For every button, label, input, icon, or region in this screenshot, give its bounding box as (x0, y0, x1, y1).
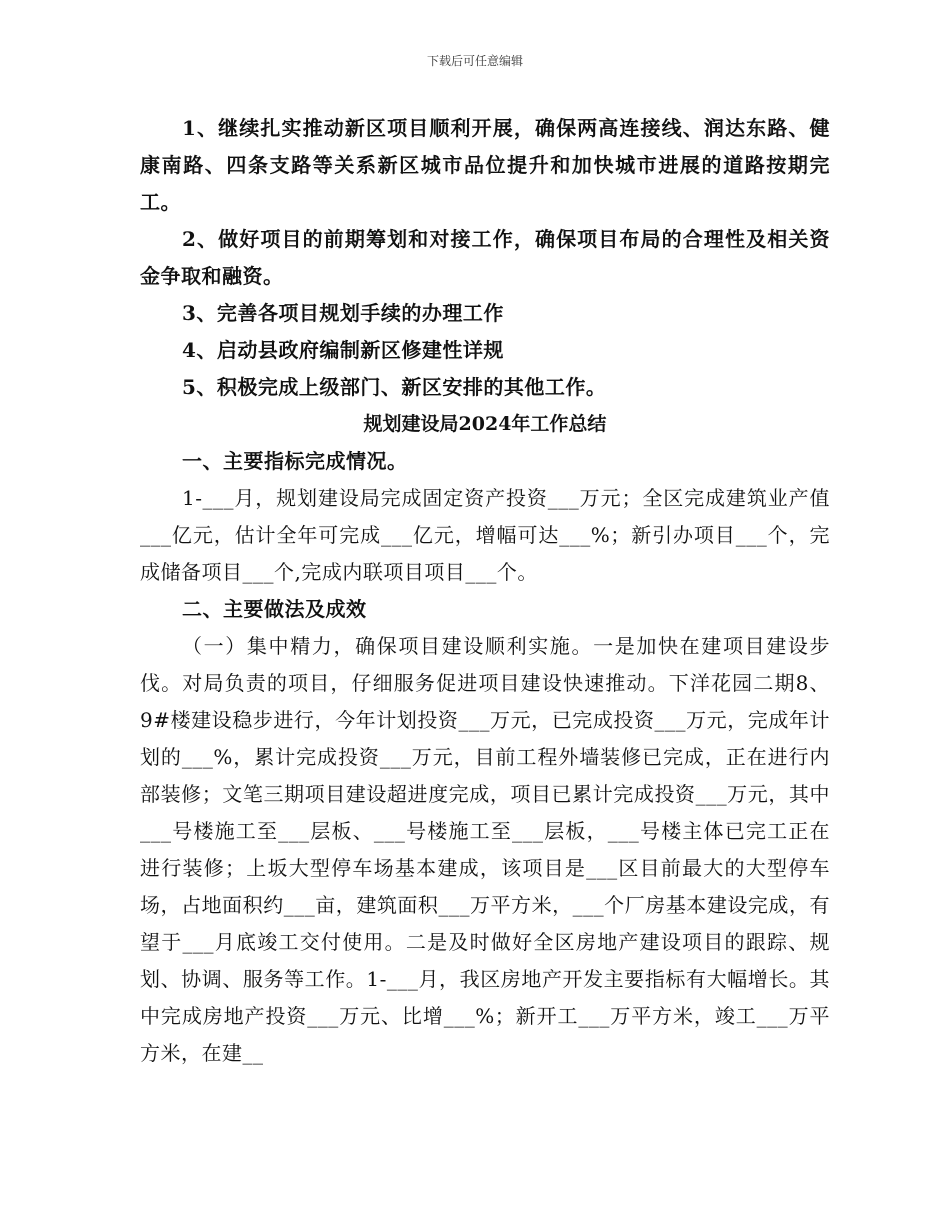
paragraph: （一）集中精力，确保项目建设顺利实施。一是加快在建项目建设步伐。对局负责的项目，仔细服务促进项目建设快速推动。下洋花园二期8、9#楼建设稳步进行，今年计划投资___万元，已完成投资___万元，完成年计划的___%，累计完成投资___万元，目前工程外墙装修已完成，正在进行内部装修；文笔三期项目建设超进度完成，项目已累计完成投资___万元，其中___号楼施工至___层板、___号楼施工至___层板，___号楼主体已完工正在进行装修；上坂大型停车场基本建成，该项目是___区目前最大的大型停车场，占地面积约___亩，建筑面积___万平方米，___个厂房基本建设完成，有望于___月底竣工交付使用。二是及时做好全区房地产建设项目的跟踪、规划、协调、服务等工作。1-___月，我区房地产开发主要指标有大幅增长。其中完成房地产投资___万元、比增___%；新开工___万平方米，竣工___万平方米，在建__ (140, 634, 830, 1065)
document-title: 规划建设局2024年工作总结 (363, 413, 607, 435)
section-heading: 一、主要指标完成情况。 (182, 449, 408, 473)
list-item: 1、继续扎实推动新区项目顺利开展，确保两高连接线、润达东路、健康南路、四条支路等关系新区城市品位提升和加快城市进展的道路按期完工。 (140, 116, 830, 214)
paragraph: 1-___月，规划建设局完成固定资产投资___万元；全区完成建筑业产值___亿元，估计全年可完成___亿元，增幅可达___%；新引办项目___个，完成储备项目___个,完成内联项目项目___个。 (140, 486, 830, 584)
list-item: 3、完善各项目规划手续的办理工作 (182, 301, 504, 325)
section-heading: 二、主要做法及成效 (182, 597, 367, 621)
list-item: 5、积极完成上级部门、新区安排的其他工作。 (182, 375, 607, 399)
list-item: 2、做好项目的前期筹划和对接工作，确保项目布局的合理性及相关资金争取和融资。 (140, 227, 830, 288)
page-header: 下载后可任意编辑 (426, 54, 523, 68)
list-item: 4、启动县政府编制新区修建性详规 (182, 338, 504, 362)
document-body (140, 110, 830, 1072)
